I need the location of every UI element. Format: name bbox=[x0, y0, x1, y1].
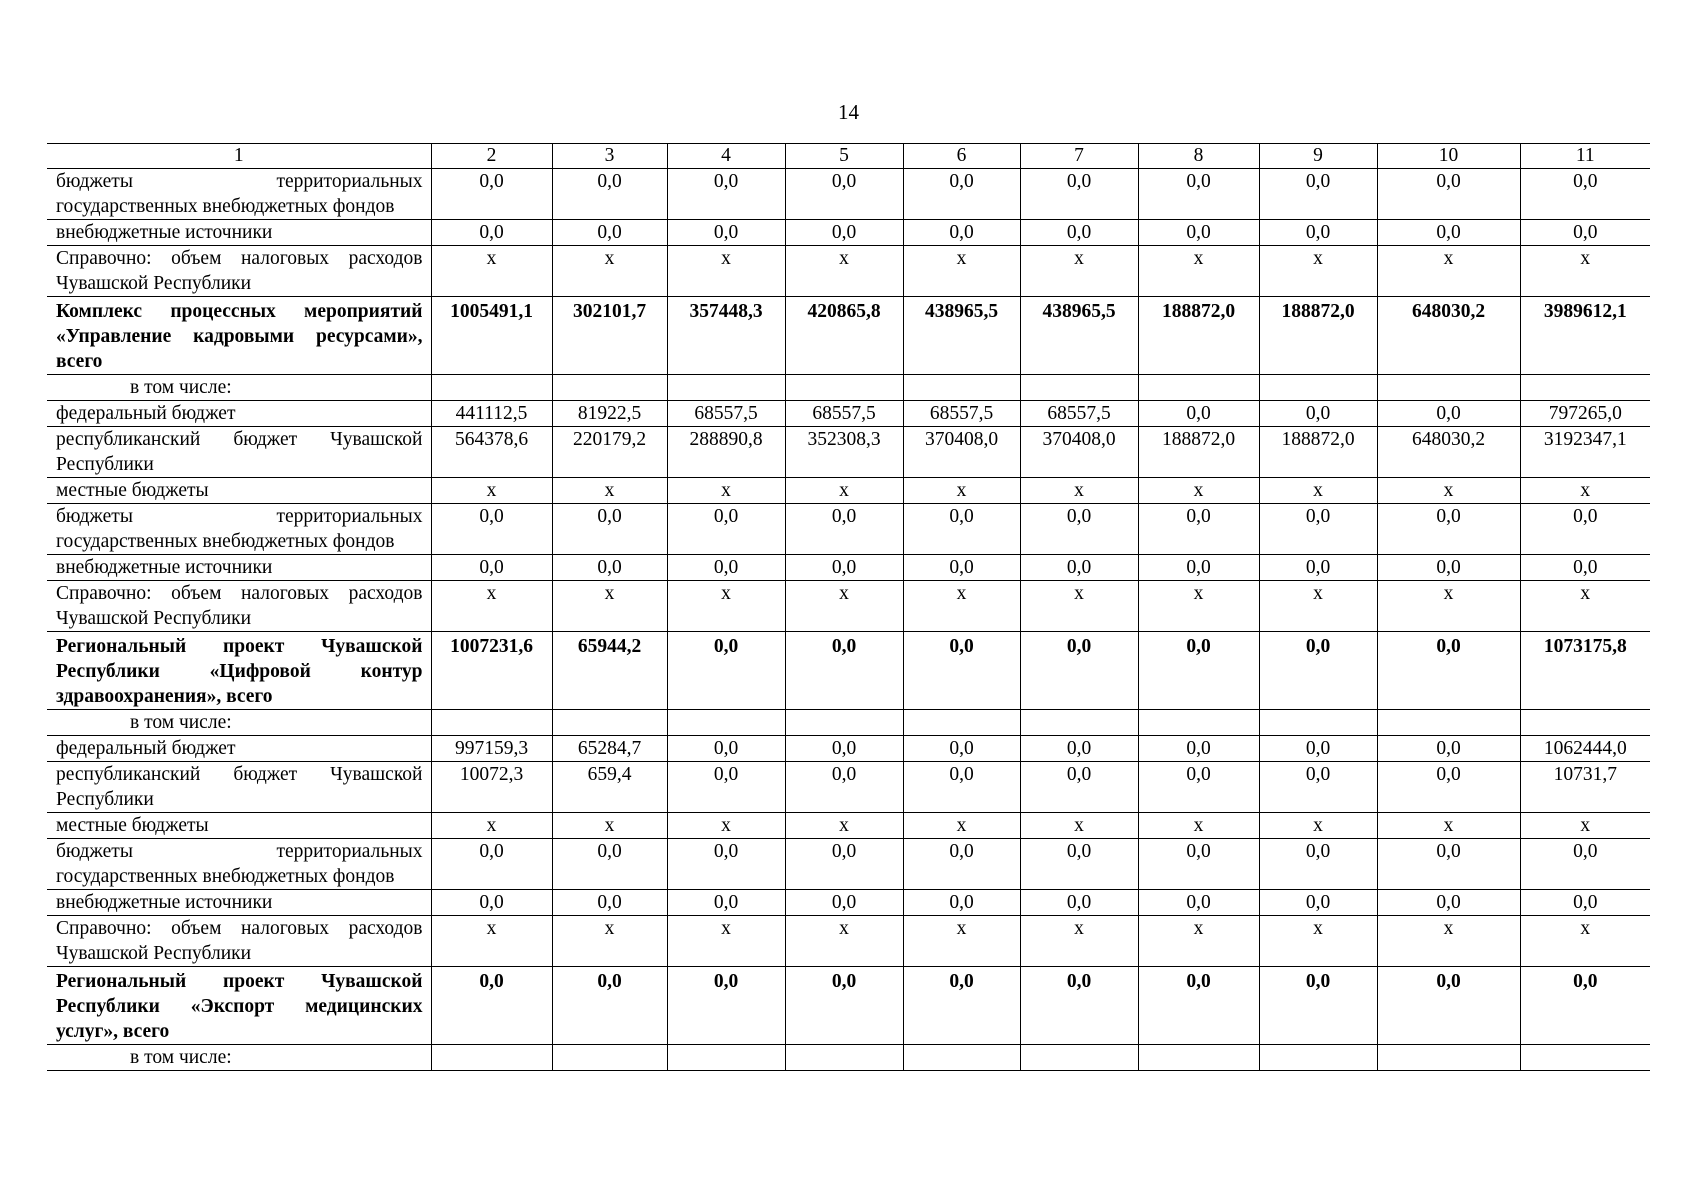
cell-value: 0,0 bbox=[431, 555, 552, 581]
cell-value: х bbox=[1377, 581, 1520, 632]
cell-value: 0,0 bbox=[1138, 890, 1259, 916]
cell-value: 0,0 bbox=[903, 555, 1020, 581]
cell-value: х bbox=[1520, 478, 1650, 504]
cell-value: 0,0 bbox=[667, 220, 785, 246]
column-header: 1 bbox=[47, 144, 431, 169]
table-row bbox=[47, 504, 1650, 555]
cell-value: х bbox=[667, 246, 785, 297]
cell-value: 564378,6 bbox=[431, 427, 552, 478]
cell-value: х bbox=[1377, 813, 1520, 839]
cell-value: х bbox=[431, 581, 552, 632]
cell-value: 0,0 bbox=[1377, 401, 1520, 427]
table-row bbox=[47, 762, 1650, 813]
cell-value: 0,0 bbox=[1259, 632, 1377, 710]
cell-value: 0,0 bbox=[667, 555, 785, 581]
cell-value bbox=[667, 710, 785, 736]
cell-value: 0,0 bbox=[1020, 736, 1138, 762]
cell-value: 0,0 bbox=[431, 890, 552, 916]
cell-value: 0,0 bbox=[552, 839, 667, 890]
cell-value bbox=[667, 375, 785, 401]
cell-value: 648030,2 bbox=[1377, 427, 1520, 478]
cell-value: 0,0 bbox=[552, 169, 667, 220]
table-row bbox=[47, 967, 1650, 1045]
cell-value: 0,0 bbox=[903, 632, 1020, 710]
cell-value: 0,0 bbox=[1259, 967, 1377, 1045]
column-header: 4 bbox=[667, 144, 785, 169]
cell-value: 0,0 bbox=[1520, 504, 1650, 555]
cell-value bbox=[785, 710, 903, 736]
row-label: Региональный проект Чувашской Республики «Цифровой контур здравоохранения», всего bbox=[47, 632, 431, 710]
cell-value: 0,0 bbox=[552, 967, 667, 1045]
cell-value: 65944,2 bbox=[552, 632, 667, 710]
cell-value: 0,0 bbox=[1259, 504, 1377, 555]
cell-value: 0,0 bbox=[431, 839, 552, 890]
table-row bbox=[47, 916, 1650, 967]
cell-value: 0,0 bbox=[667, 632, 785, 710]
cell-value bbox=[667, 1045, 785, 1071]
cell-value: 10731,7 bbox=[1520, 762, 1650, 813]
cell-value bbox=[1138, 710, 1259, 736]
table-row bbox=[47, 890, 1650, 916]
cell-value: 438965,5 bbox=[903, 297, 1020, 375]
cell-value: 0,0 bbox=[785, 736, 903, 762]
cell-value: х bbox=[667, 813, 785, 839]
cell-value: 0,0 bbox=[431, 169, 552, 220]
cell-value: 68557,5 bbox=[1020, 401, 1138, 427]
cell-value bbox=[1138, 375, 1259, 401]
column-header: 10 bbox=[1377, 144, 1520, 169]
cell-value bbox=[1138, 1045, 1259, 1071]
cell-value: х bbox=[667, 916, 785, 967]
cell-value bbox=[903, 375, 1020, 401]
cell-value: 0,0 bbox=[1138, 762, 1259, 813]
cell-value: 0,0 bbox=[1377, 839, 1520, 890]
table-row bbox=[47, 839, 1650, 890]
cell-value: 0,0 bbox=[1138, 736, 1259, 762]
cell-value: 370408,0 bbox=[903, 427, 1020, 478]
row-label: бюджеты территориальных государственных внебюджетных фондов bbox=[47, 839, 431, 890]
cell-value: х bbox=[1138, 246, 1259, 297]
cell-value: 3989612,1 bbox=[1520, 297, 1650, 375]
cell-value: 0,0 bbox=[1138, 401, 1259, 427]
cell-value bbox=[785, 1045, 903, 1071]
cell-value: 188872,0 bbox=[1259, 297, 1377, 375]
table-row bbox=[47, 736, 1650, 762]
cell-value: 0,0 bbox=[1259, 736, 1377, 762]
cell-value: 0,0 bbox=[552, 504, 667, 555]
cell-value: 0,0 bbox=[1377, 632, 1520, 710]
cell-value: 0,0 bbox=[667, 736, 785, 762]
cell-value: х bbox=[1259, 813, 1377, 839]
row-label: внебюджетные источники bbox=[47, 890, 431, 916]
cell-value bbox=[1520, 1045, 1650, 1071]
row-label: Справочно: объем налоговых расходов Чувашской Республики bbox=[47, 246, 431, 297]
cell-value: х bbox=[1520, 246, 1650, 297]
cell-value: 0,0 bbox=[1138, 632, 1259, 710]
cell-value: 0,0 bbox=[903, 169, 1020, 220]
cell-value: 1005491,1 bbox=[431, 297, 552, 375]
cell-value: х bbox=[1259, 916, 1377, 967]
cell-value bbox=[1020, 1045, 1138, 1071]
table-row bbox=[47, 220, 1650, 246]
cell-value: 0,0 bbox=[431, 967, 552, 1045]
cell-value: 0,0 bbox=[785, 967, 903, 1045]
cell-value: х bbox=[903, 246, 1020, 297]
table-body bbox=[47, 144, 1650, 1071]
cell-value: 0,0 bbox=[667, 169, 785, 220]
cell-value: 302101,7 bbox=[552, 297, 667, 375]
cell-value: 0,0 bbox=[552, 220, 667, 246]
cell-value: 357448,3 bbox=[667, 297, 785, 375]
cell-value: 0,0 bbox=[903, 967, 1020, 1045]
cell-value: 0,0 bbox=[1259, 890, 1377, 916]
table-row bbox=[47, 478, 1650, 504]
row-label: Справочно: объем налоговых расходов Чувашской Республики bbox=[47, 916, 431, 967]
cell-value: 0,0 bbox=[1377, 169, 1520, 220]
cell-value: 0,0 bbox=[1377, 504, 1520, 555]
row-label: в том числе: bbox=[47, 375, 431, 401]
row-label: Справочно: объем налоговых расходов Чувашской Республики bbox=[47, 581, 431, 632]
cell-value: 0,0 bbox=[903, 736, 1020, 762]
cell-value: х bbox=[431, 916, 552, 967]
cell-value: 0,0 bbox=[1520, 220, 1650, 246]
cell-value: х bbox=[431, 813, 552, 839]
cell-value: 0,0 bbox=[1259, 220, 1377, 246]
cell-value: х bbox=[903, 581, 1020, 632]
row-label: бюджеты территориальных государственных внебюджетных фондов bbox=[47, 169, 431, 220]
cell-value: 0,0 bbox=[1520, 169, 1650, 220]
cell-value: х bbox=[1020, 246, 1138, 297]
cell-value: х bbox=[785, 813, 903, 839]
row-label: Региональный проект Чувашской Республики «Экспорт медицинских услуг», всего bbox=[47, 967, 431, 1045]
table-row bbox=[47, 581, 1650, 632]
cell-value bbox=[903, 1045, 1020, 1071]
cell-value: х bbox=[667, 581, 785, 632]
cell-value: х bbox=[552, 916, 667, 967]
cell-value: 0,0 bbox=[785, 555, 903, 581]
cell-value: 0,0 bbox=[431, 220, 552, 246]
cell-value: 0,0 bbox=[1377, 967, 1520, 1045]
cell-value: х bbox=[1020, 813, 1138, 839]
cell-value: 0,0 bbox=[1259, 839, 1377, 890]
cell-value: 0,0 bbox=[1259, 169, 1377, 220]
table-header-row bbox=[47, 144, 1650, 169]
cell-value: х bbox=[1259, 478, 1377, 504]
cell-value: 0,0 bbox=[1138, 504, 1259, 555]
cell-value bbox=[1020, 710, 1138, 736]
cell-value bbox=[1259, 1045, 1377, 1071]
cell-value: 68557,5 bbox=[667, 401, 785, 427]
cell-value: 438965,5 bbox=[1020, 297, 1138, 375]
budget-table bbox=[47, 143, 1650, 1071]
cell-value: 10072,3 bbox=[431, 762, 552, 813]
cell-value: 288890,8 bbox=[667, 427, 785, 478]
row-label: бюджеты территориальных государственных внебюджетных фондов bbox=[47, 504, 431, 555]
column-header: 7 bbox=[1020, 144, 1138, 169]
cell-value: х bbox=[431, 246, 552, 297]
cell-value: 997159,3 bbox=[431, 736, 552, 762]
cell-value: х bbox=[785, 581, 903, 632]
cell-value: 797265,0 bbox=[1520, 401, 1650, 427]
cell-value: 352308,3 bbox=[785, 427, 903, 478]
cell-value: 0,0 bbox=[1138, 169, 1259, 220]
row-label: Комплекс процессных мероприятий «Управление кадровыми ресурсами», всего bbox=[47, 297, 431, 375]
page-number: 14 bbox=[838, 100, 859, 124]
cell-value: 0,0 bbox=[667, 967, 785, 1045]
table-row bbox=[47, 632, 1650, 710]
cell-value: 0,0 bbox=[431, 504, 552, 555]
cell-value: х bbox=[785, 478, 903, 504]
row-label: местные бюджеты bbox=[47, 478, 431, 504]
cell-value: х bbox=[1020, 581, 1138, 632]
cell-value: 0,0 bbox=[667, 890, 785, 916]
cell-value bbox=[1020, 375, 1138, 401]
cell-value: х bbox=[1138, 478, 1259, 504]
cell-value: 0,0 bbox=[785, 762, 903, 813]
cell-value: 0,0 bbox=[1138, 555, 1259, 581]
cell-value: 0,0 bbox=[1138, 839, 1259, 890]
cell-value: 3192347,1 bbox=[1520, 427, 1650, 478]
cell-value: 370408,0 bbox=[1020, 427, 1138, 478]
cell-value: 81922,5 bbox=[552, 401, 667, 427]
cell-value: х bbox=[1377, 246, 1520, 297]
cell-value: х bbox=[552, 813, 667, 839]
cell-value: 0,0 bbox=[1020, 967, 1138, 1045]
cell-value: 0,0 bbox=[1138, 967, 1259, 1045]
cell-value bbox=[431, 1045, 552, 1071]
cell-value: 0,0 bbox=[785, 169, 903, 220]
cell-value: 0,0 bbox=[1020, 890, 1138, 916]
cell-value bbox=[1377, 710, 1520, 736]
cell-value: 68557,5 bbox=[903, 401, 1020, 427]
row-label: местные бюджеты bbox=[47, 813, 431, 839]
cell-value: 0,0 bbox=[1520, 555, 1650, 581]
cell-value bbox=[1259, 375, 1377, 401]
cell-value: х bbox=[903, 813, 1020, 839]
table-row bbox=[47, 169, 1650, 220]
cell-value: 0,0 bbox=[1020, 169, 1138, 220]
cell-value: 0,0 bbox=[552, 555, 667, 581]
cell-value: 0,0 bbox=[903, 762, 1020, 813]
row-label: федеральный бюджет bbox=[47, 736, 431, 762]
cell-value: 0,0 bbox=[1020, 762, 1138, 813]
table-row bbox=[47, 297, 1650, 375]
cell-value bbox=[1520, 375, 1650, 401]
cell-value: 188872,0 bbox=[1259, 427, 1377, 478]
cell-value bbox=[552, 710, 667, 736]
cell-value bbox=[552, 1045, 667, 1071]
cell-value: 0,0 bbox=[667, 839, 785, 890]
cell-value: 0,0 bbox=[667, 504, 785, 555]
cell-value: х bbox=[1520, 581, 1650, 632]
cell-value: 0,0 bbox=[1377, 890, 1520, 916]
cell-value bbox=[1377, 375, 1520, 401]
row-label: республиканский бюджет Чувашской Республики bbox=[47, 762, 431, 813]
cell-value: 68557,5 bbox=[785, 401, 903, 427]
column-header: 6 bbox=[903, 144, 1020, 169]
cell-value bbox=[431, 710, 552, 736]
cell-value: х bbox=[552, 581, 667, 632]
cell-value: х bbox=[903, 478, 1020, 504]
cell-value: х bbox=[1520, 916, 1650, 967]
cell-value: х bbox=[785, 246, 903, 297]
table-row bbox=[47, 401, 1650, 427]
cell-value: 0,0 bbox=[785, 839, 903, 890]
column-header: 8 bbox=[1138, 144, 1259, 169]
cell-value: 420865,8 bbox=[785, 297, 903, 375]
cell-value bbox=[903, 710, 1020, 736]
cell-value: 0,0 bbox=[1020, 632, 1138, 710]
cell-value: х bbox=[1020, 478, 1138, 504]
cell-value: х bbox=[552, 246, 667, 297]
column-header: 11 bbox=[1520, 144, 1650, 169]
row-label: федеральный бюджет bbox=[47, 401, 431, 427]
cell-value: 0,0 bbox=[785, 632, 903, 710]
cell-value: 0,0 bbox=[1259, 401, 1377, 427]
cell-value bbox=[1259, 710, 1377, 736]
cell-value: 0,0 bbox=[1377, 736, 1520, 762]
cell-value: х bbox=[431, 478, 552, 504]
cell-value: 0,0 bbox=[1020, 839, 1138, 890]
cell-value: 1073175,8 bbox=[1520, 632, 1650, 710]
cell-value: 0,0 bbox=[785, 890, 903, 916]
cell-value: 0,0 bbox=[667, 762, 785, 813]
cell-value: 0,0 bbox=[903, 220, 1020, 246]
cell-value: 65284,7 bbox=[552, 736, 667, 762]
cell-value: 188872,0 bbox=[1138, 427, 1259, 478]
cell-value: 648030,2 bbox=[1377, 297, 1520, 375]
cell-value bbox=[1520, 710, 1650, 736]
cell-value: 0,0 bbox=[903, 890, 1020, 916]
cell-value: х bbox=[1020, 916, 1138, 967]
column-header: 5 bbox=[785, 144, 903, 169]
cell-value: 220179,2 bbox=[552, 427, 667, 478]
cell-value bbox=[552, 375, 667, 401]
cell-value: х bbox=[1138, 581, 1259, 632]
cell-value: х bbox=[552, 478, 667, 504]
cell-value: 0,0 bbox=[785, 504, 903, 555]
table-row bbox=[47, 710, 1650, 736]
cell-value: х bbox=[1138, 813, 1259, 839]
cell-value: 0,0 bbox=[1259, 555, 1377, 581]
row-label: внебюджетные источники bbox=[47, 555, 431, 581]
cell-value: 1062444,0 bbox=[1520, 736, 1650, 762]
cell-value: х bbox=[1377, 478, 1520, 504]
cell-value bbox=[431, 375, 552, 401]
cell-value: 441112,5 bbox=[431, 401, 552, 427]
table-row bbox=[47, 1045, 1650, 1071]
cell-value: 0,0 bbox=[552, 890, 667, 916]
cell-value: х bbox=[1138, 916, 1259, 967]
table-row bbox=[47, 246, 1650, 297]
column-header: 3 bbox=[552, 144, 667, 169]
cell-value: 0,0 bbox=[1377, 762, 1520, 813]
cell-value: 0,0 bbox=[1020, 504, 1138, 555]
table-row bbox=[47, 427, 1650, 478]
row-label: в том числе: bbox=[47, 710, 431, 736]
cell-value: х bbox=[1259, 581, 1377, 632]
cell-value: х bbox=[785, 916, 903, 967]
column-header: 2 bbox=[431, 144, 552, 169]
cell-value: 0,0 bbox=[903, 504, 1020, 555]
table-row bbox=[47, 375, 1650, 401]
cell-value: 659,4 bbox=[552, 762, 667, 813]
cell-value: 0,0 bbox=[1520, 890, 1650, 916]
cell-value bbox=[785, 375, 903, 401]
cell-value: х bbox=[1377, 916, 1520, 967]
table-row bbox=[47, 555, 1650, 581]
cell-value: х bbox=[903, 916, 1020, 967]
cell-value: х bbox=[1520, 813, 1650, 839]
cell-value: 0,0 bbox=[1020, 220, 1138, 246]
cell-value: 0,0 bbox=[1520, 967, 1650, 1045]
row-label: республиканский бюджет Чувашской Республики bbox=[47, 427, 431, 478]
cell-value: 0,0 bbox=[1377, 555, 1520, 581]
cell-value: х bbox=[1259, 246, 1377, 297]
cell-value: 0,0 bbox=[785, 220, 903, 246]
cell-value: 188872,0 bbox=[1138, 297, 1259, 375]
cell-value: 0,0 bbox=[1377, 220, 1520, 246]
column-header: 9 bbox=[1259, 144, 1377, 169]
cell-value: 0,0 bbox=[1259, 762, 1377, 813]
table-row bbox=[47, 813, 1650, 839]
cell-value: 0,0 bbox=[903, 839, 1020, 890]
cell-value: 0,0 bbox=[1138, 220, 1259, 246]
cell-value: 0,0 bbox=[1020, 555, 1138, 581]
row-label: внебюджетные источники bbox=[47, 220, 431, 246]
cell-value: 1007231,6 bbox=[431, 632, 552, 710]
cell-value bbox=[1377, 1045, 1520, 1071]
cell-value: 0,0 bbox=[1520, 839, 1650, 890]
row-label: в том числе: bbox=[47, 1045, 431, 1071]
cell-value: х bbox=[667, 478, 785, 504]
